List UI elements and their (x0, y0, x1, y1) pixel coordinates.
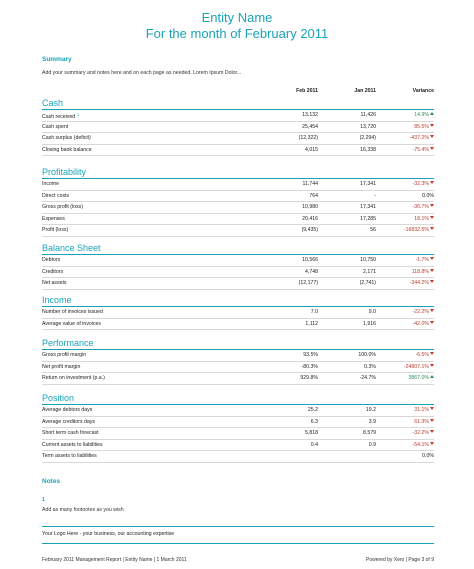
variance-value: 0.0% (422, 453, 434, 459)
notes-heading: Notes (42, 478, 61, 485)
variance-value: 31.1% (414, 407, 429, 413)
value-feb: (12,322) (298, 135, 318, 141)
arrow-down-icon (430, 135, 434, 138)
value-jan: 3.9 (368, 418, 376, 425)
variance-value: -36.7% (412, 204, 429, 210)
table-row (42, 417, 434, 429)
logo-text: Your Logo Here - your business, our accounting expertise (42, 531, 175, 537)
variance-value: 118.8% (411, 268, 429, 275)
value-jan: 9.0 (368, 309, 376, 315)
section-cash (42, 97, 434, 156)
column-header-jan: Jan 2011 (354, 88, 376, 94)
value-jan: 1,916 (363, 320, 376, 327)
section-title: Position (42, 392, 434, 405)
row-label (42, 405, 92, 416)
table-row (42, 225, 434, 237)
row-label (42, 225, 68, 236)
row-label-text: Expenses (42, 215, 65, 222)
value-feb: 20,416 (302, 215, 318, 222)
variance-cell (382, 405, 434, 416)
arrow-down-icon (430, 269, 434, 272)
section-performance (42, 337, 434, 385)
arrow-down-icon (430, 227, 434, 230)
table-row (42, 202, 434, 214)
value-feb: 7.0 (310, 309, 318, 315)
value-feb: (9,435) (301, 227, 318, 233)
arrow-up-icon (430, 375, 434, 378)
variance-value: 85.5% (414, 123, 429, 130)
row-label-text: Average value of invoices (42, 320, 102, 327)
table-row (42, 307, 434, 319)
row-label (42, 319, 101, 330)
variance-value: 18.1% (414, 215, 429, 222)
table-row (42, 428, 434, 440)
variance-value: -437.2% (409, 135, 429, 141)
table-row (42, 350, 434, 362)
row-label-text: Income (42, 181, 60, 187)
variance-cell (382, 307, 434, 318)
value-feb: 13,132 (302, 112, 318, 118)
value-feb: 764 (309, 192, 318, 199)
row-label (42, 179, 59, 190)
table-row (42, 145, 434, 157)
row-label-text: Cash surplus (deficit) (42, 135, 91, 141)
value-jan: 56 (370, 227, 376, 233)
row-label-text: Average creditors days (42, 418, 95, 425)
row-label-text: Direct costs (42, 192, 70, 199)
value-feb: -80.3% (301, 363, 318, 370)
variance-cell (382, 350, 434, 361)
value-jan: 0.3% (364, 363, 376, 370)
table-row (42, 319, 434, 331)
row-label-text: Return on investment (p.a.) (42, 375, 105, 381)
summary-note: Add your summary and notes here and on each page as needed. Lorem Ipsum Dolor... (42, 70, 242, 76)
arrow-down-icon (430, 147, 434, 150)
variance-value: 61.3% (414, 418, 429, 425)
arrow-down-icon (430, 204, 434, 207)
variance-value: -16832.5% (403, 227, 429, 233)
logo-bar (42, 526, 434, 544)
section-title: Balance Sheet (42, 242, 434, 255)
arrow-down-icon (430, 280, 434, 283)
row-label-text: Short term cash forecast (42, 430, 99, 436)
variance-cell (382, 179, 434, 190)
value-jan: (2,294) (359, 135, 376, 141)
row-label-text: Current assets to liabilities (42, 441, 103, 448)
arrow-down-icon (430, 352, 434, 355)
table-row (42, 373, 434, 385)
table-row (42, 110, 434, 122)
variance-value: -75.4% (412, 146, 429, 153)
value-feb: 5,818 (305, 430, 318, 436)
variance-cell (382, 373, 434, 384)
table-row (42, 214, 434, 226)
row-label (42, 278, 67, 289)
variance-cell (382, 267, 434, 278)
section-title: Profitability (42, 166, 434, 179)
footnote-text: Add as many footnotes as you wish (42, 507, 124, 513)
arrow-down-icon (430, 430, 434, 433)
arrow-down-icon (430, 124, 434, 127)
arrow-down-icon (430, 257, 434, 260)
row-label-text: Gross profit margin (42, 352, 87, 358)
variance-value: 0.0% (422, 192, 434, 199)
row-label-text: Cash spent (42, 123, 69, 130)
table-row (42, 451, 434, 463)
row-label (42, 267, 63, 278)
value-jan: 2,171 (363, 268, 376, 275)
table-row (42, 191, 434, 203)
row-label (42, 440, 103, 451)
variance-value: 14.9% (414, 112, 429, 118)
section-profitability (42, 166, 434, 237)
value-feb: 25.2 (307, 407, 318, 413)
variance-cell (382, 214, 434, 225)
section-income (42, 294, 434, 330)
arrow-down-icon (430, 419, 434, 422)
value-feb: 4,748 (305, 268, 318, 275)
table-row (42, 255, 434, 267)
row-label (42, 307, 103, 318)
arrow-down-icon (430, 407, 434, 410)
value-jan: 16,338 (360, 146, 376, 153)
row-label-text: Gross profit (loss) (42, 204, 83, 210)
variance-value: -344.2% (409, 280, 429, 286)
row-label-text: Term assets to liabilities (42, 453, 97, 459)
variance-cell (382, 225, 434, 236)
value-jan: 17,285 (360, 215, 376, 222)
value-jan: 17,341 (360, 204, 376, 210)
table-row (42, 440, 434, 452)
row-label-text: Number of invoices issued (42, 309, 103, 315)
table-row (42, 122, 434, 134)
footnote-marker: 1 (77, 112, 80, 117)
variance-value: 3867.0% (408, 375, 429, 381)
value-jan: 19.2 (365, 407, 376, 413)
footnote-number: 1 (42, 497, 46, 503)
table-row (42, 179, 434, 191)
footer-page-info: Powered by Xero | Page 3 of 9 (365, 557, 434, 563)
arrow-up-icon (430, 112, 434, 115)
value-feb: 4,015 (305, 146, 318, 153)
row-label (42, 133, 91, 144)
variance-cell (382, 362, 434, 373)
variance-cell (382, 440, 434, 451)
variance-cell (382, 122, 434, 133)
section-title: Income (42, 294, 434, 307)
table-row (42, 267, 434, 279)
value-feb: 93.5% (303, 352, 318, 358)
value-jan: 0.9 (368, 441, 376, 448)
footer-report-info: February 2011 Management Report | Entity Name | 1 March 2011 (42, 557, 187, 563)
row-label-text: Closing bank balance (42, 146, 92, 153)
variance-cell (382, 451, 434, 462)
value-feb: 929.8% (300, 375, 318, 381)
section-balance-sheet (42, 242, 434, 290)
row-label-text: Cash received (42, 114, 76, 120)
value-jan: 8,579 (363, 430, 376, 436)
row-label (42, 417, 95, 428)
variance-cell (382, 428, 434, 439)
row-label-text: Creditors (42, 268, 64, 275)
arrow-down-icon (430, 364, 434, 367)
variance-cell (382, 278, 434, 289)
table-row (42, 405, 434, 417)
row-label-text: Net profit margin (42, 363, 81, 370)
row-label (42, 255, 60, 266)
value-jan: 11,426 (360, 112, 376, 118)
arrow-down-icon (430, 181, 434, 184)
value-jan: 13,720 (360, 123, 376, 130)
value-feb: 11,744 (302, 181, 318, 187)
value-feb: 6.3 (310, 418, 318, 425)
row-label (42, 214, 65, 225)
table-row (42, 133, 434, 145)
variance-cell (382, 110, 434, 121)
value-jan: 17,341 (360, 181, 376, 187)
variance-cell (382, 417, 434, 428)
value-jan: (2,741) (359, 280, 376, 286)
variance-value: -42.0% (412, 320, 429, 327)
row-label (42, 428, 99, 439)
row-label-text: Net assets (42, 280, 67, 286)
arrow-down-icon (430, 216, 434, 219)
variance-value: -54.1% (412, 441, 429, 448)
column-header-feb: Feb 2011 (296, 88, 318, 94)
value-feb: 10,566 (302, 257, 318, 263)
column-header-variance: Variance (412, 88, 434, 94)
row-label (42, 451, 97, 462)
value-jan: 10,750 (360, 257, 376, 263)
row-label (42, 191, 69, 202)
entity-name-title: Entity Name (201, 10, 273, 25)
section-position (42, 392, 434, 463)
variance-value: -6.5% (415, 352, 429, 358)
row-label (42, 362, 80, 373)
row-label-text: Debtors (42, 257, 61, 263)
arrow-down-icon (430, 442, 434, 445)
value-jan: -24.7% (359, 375, 376, 381)
arrow-down-icon (430, 309, 434, 312)
row-label (42, 202, 83, 213)
section-title: Performance (42, 337, 434, 350)
row-label (42, 145, 92, 156)
table-row (42, 278, 434, 290)
value-jan: 100.0% (358, 352, 376, 358)
row-label (42, 122, 68, 133)
variance-cell (382, 145, 434, 156)
value-feb: 0.4 (310, 441, 318, 448)
variance-value: -32.3% (412, 181, 429, 187)
row-label (42, 350, 86, 361)
variance-cell (382, 202, 434, 213)
report-period-title: For the month of February 2011 (145, 26, 329, 41)
variance-cell (382, 255, 434, 266)
section-title: Cash (42, 97, 434, 110)
row-label-text: Profit (loss) (42, 227, 69, 233)
value-feb: 10,980 (302, 204, 318, 210)
value-feb: 1,112 (305, 320, 318, 327)
variance-cell (382, 319, 434, 330)
value-feb: 25,454 (302, 123, 318, 130)
value-feb: (12,177) (298, 280, 318, 286)
variance-value: -1.7% (415, 257, 429, 263)
variance-value: -22.2% (412, 309, 429, 315)
value-jan: - (374, 192, 376, 199)
variance-cell (382, 133, 434, 144)
variance-value: -24807.1% (403, 363, 429, 370)
variance-cell (382, 191, 434, 202)
variance-value: -32.2% (412, 430, 429, 436)
arrow-down-icon (430, 321, 434, 324)
summary-heading: Summary (42, 56, 72, 63)
table-row (42, 362, 434, 374)
row-label (42, 373, 105, 384)
row-label-text: Average debtors days (42, 407, 93, 413)
